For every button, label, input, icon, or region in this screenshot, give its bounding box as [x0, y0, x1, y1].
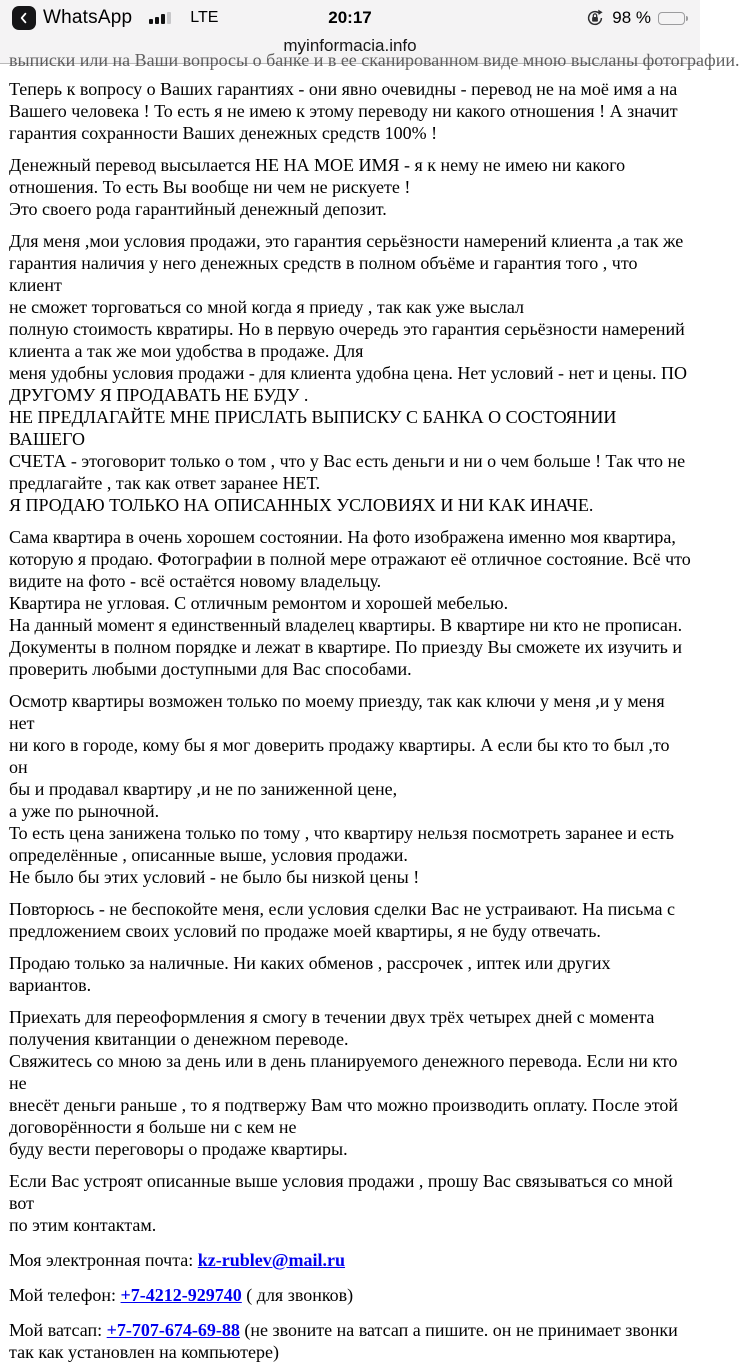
paragraph: Денежный перевод высылается НЕ НА МОЕ ИМЯ - я к нему не имею ни какого отношения. То есть Вы вообще ни чем не рискуете ! Это своего рода гарантийный денежный депозит. — [9, 155, 626, 219]
clipped-text-strip — [0, 49, 739, 70]
article — [0, 78, 700, 1363]
network-type-label: LTE — [190, 9, 219, 26]
battery-icon — [658, 12, 688, 25]
back-chevron-badge[interactable] — [12, 6, 36, 30]
email-link-row: Моя электронная почта: kz-rublev@mail.ru — [9, 1250, 346, 1270]
paragraph: Повторюсь - не беспокойте меня, если условия сделки Вас не устраивают. На письма с предложением своих условий по продаже моей квартиры, я не буду отвечать. — [9, 899, 675, 941]
safari-chrome — [0, 0, 739, 70]
paragraph: Сама квартира в очень хорошем состоянии. На фото изображена именно моя квартира, которую я продаю. Фотографии в полной мере отражают её отличное состояние. Всё что видите на фото - всё остаётся новому владельцу. Квартира не угловая. С отличным ремонтом и хорошей мебелью. На данный момент я единственный владелец квартиры. В квартире ни кто не прописан. Документы в полном порядке и лежат в квартире. По приезду Вы сможете их изучить и проверить любыми доступными для Вас способами. — [9, 527, 691, 679]
paragraph: Теперь к вопросу о Ваших гарантиях - они явно очевидны - перевод не на моё имя а на Вашего человека ! То есть я не имею к этому переводу ни какого отношения ! А значит гарантия сохранности Ваших денежных средств 100% ! — [9, 79, 678, 143]
domain-label[interactable]: myinformacia.info — [283, 36, 417, 55]
phone-link[interactable]: +7-4212-929740 — [120, 1285, 242, 1305]
clock-label: 20:17 — [328, 8, 372, 27]
cellular-signal-icon — [149, 12, 171, 24]
paragraph: Если Вас устроят описанные выше условия продажи , прошу Вас связываться со мной вот по этим контактам. — [9, 1171, 673, 1235]
status-bar — [0, 0, 700, 36]
whatsapp-link[interactable]: +7-707-674-69-88 — [106, 1320, 240, 1340]
paragraph: Приехать для переоформления я смогу в течении двух трёх четырех дней с момента получения квитанции о денежном переводе. Свяжитесь со мною за день или в день планируемого денежного перевода. Если ни кто не внесёт деньги раньше , то я подтвержу Вам что можно производить оплату. После этой договорённости я больше ни с кем не буду вести переговоры о продаже квартиры. — [9, 1007, 679, 1159]
back-app-label[interactable]: WhatsApp — [43, 7, 133, 28]
orientation-lock-icon — [585, 8, 605, 28]
battery-percent-label: 98 % — [612, 8, 651, 27]
chevron-left-icon — [17, 11, 31, 25]
paragraph: Для меня ,мои условия продажи, это гарантия серьёзности намерений клиента ,а так же гарантия наличия у него денежных средств в полном объёме и гарантия того , что клиент не сможет торговаться со мной когда я приеду , так как уже выслал полную стоимость квратиры. Но в первую очередь это гарантия серьёзности намерений клиента а так же мои удобства в продаже. Для меня удобны условия продажи - для клиента удобна цена. Нет условий - нет и цены. ПО ДРУГОМУ Я ПРОДАВАТЬ НЕ БУДУ . НЕ ПРЕДЛАГАЙТЕ МНЕ ПРИСЛАТЬ ВЫПИСКУ С БАНКА О СОСТОЯНИИ ВАШЕГО СЧЕТА - этоговорит только о том , что у Вас есть деньги и ни о чем больше ! Так что не предлагайте , так как ответ заранее НЕТ. Я ПРОДАЮ ТОЛЬКО НА ОПИСАННЫХ УСЛОВИЯХ И НИ КАК ИНАЧЕ. — [9, 231, 687, 515]
status-bar-right — [585, 8, 688, 28]
whatsapp-link-row: Мой ватсап: +7-707-674-69-88 (не звоните на ватсап а пишите. он не принимает звонки так как установлен на компьютере) — [9, 1320, 678, 1362]
clipped-line: выписки или на Ваши вопросы о банке и в ее сканированном виде мною высланы фотографии. — [9, 50, 739, 70]
paragraph: Осмотр квартиры возможен только по моему приезду, так как ключи у меня ,и у меня нет ни кого в городе, кому бы я мог доверить продажу квартиры. А если бы кто то был ,то он бы и продавал квартиру ,и не по заниженной цене, а уже по рыночной. То есть цена занижена только по тому , что квартиру нельзя посмотреть заранее и есть определённые , описанные выше, условия продажи. Не было бы этих условий - не было бы низкой цены ! — [9, 691, 674, 887]
phone-link-row: Мой телефон: +7-4212-929740 ( для звонков) — [9, 1285, 354, 1305]
status-bar-left — [12, 6, 218, 30]
email-link[interactable]: kz-rublev@mail.ru — [197, 1250, 346, 1270]
back-to-whatsapp-button[interactable] — [12, 6, 132, 30]
paragraph: Продаю только за наличные. Ни каких обменов , рассрочек , иптек или других вариантов. — [9, 953, 611, 995]
